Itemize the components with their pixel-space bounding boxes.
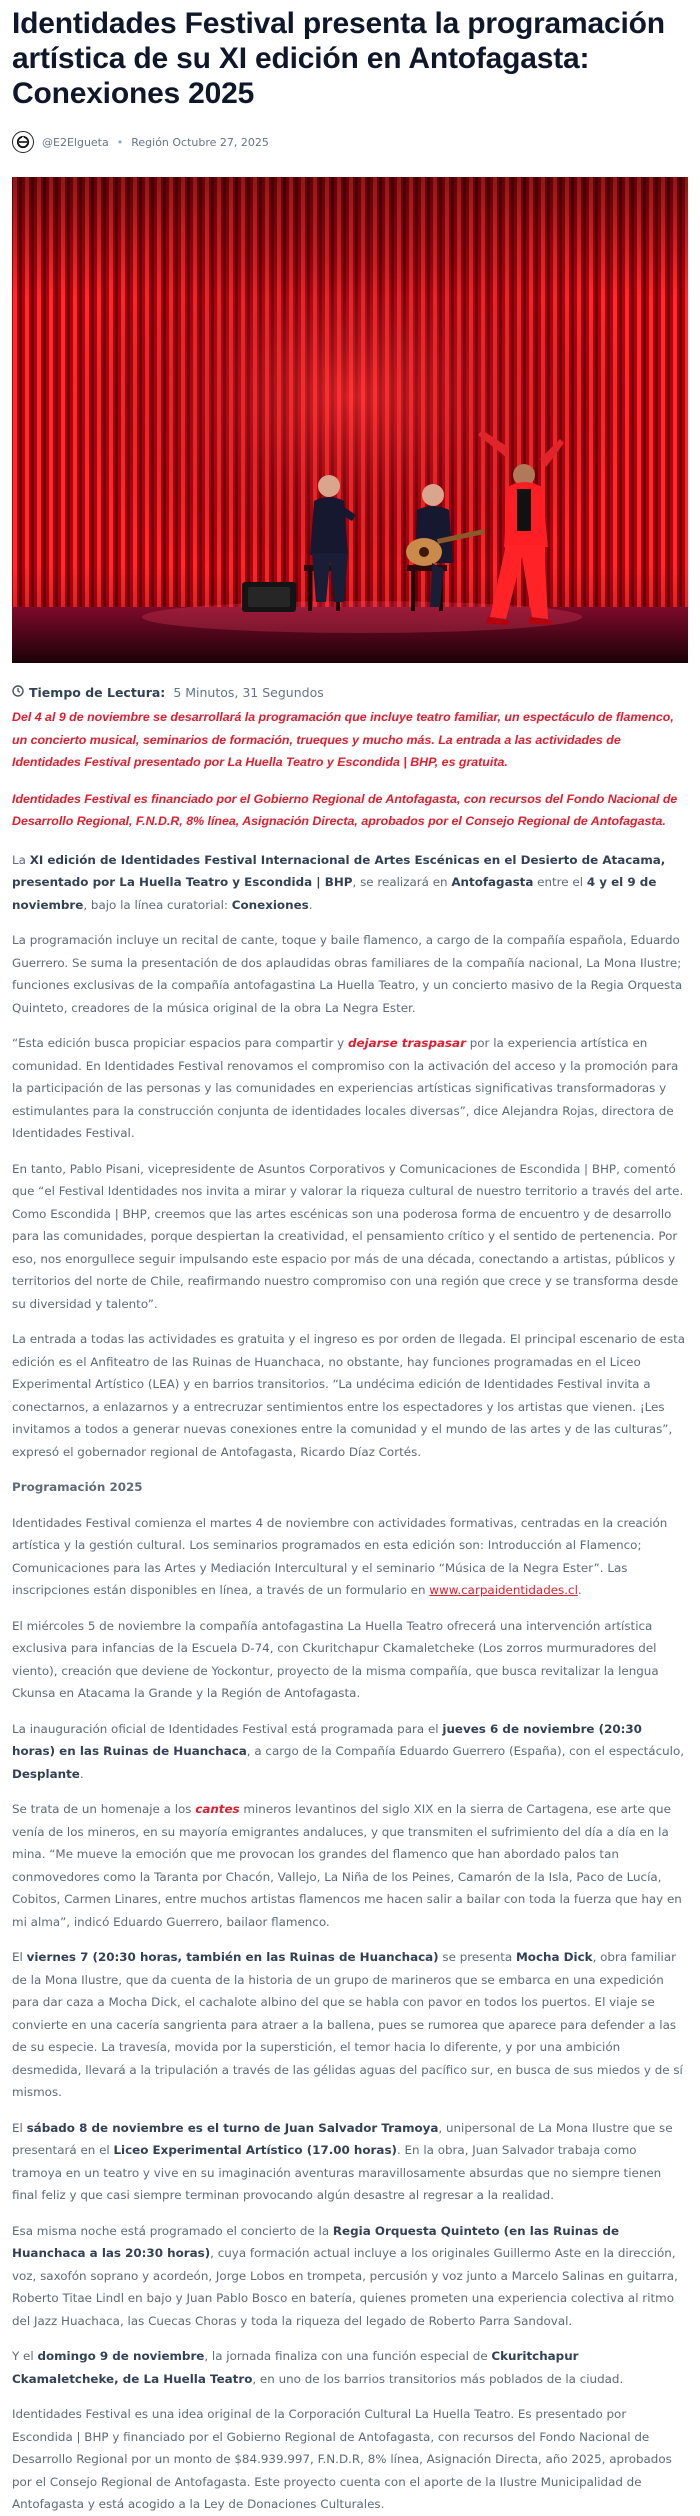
body-paragraph-5: La entrada a todas las actividades es gratuita y el ingreso es por orden de llegada. El principal escenario de esta edición es el Anfiteatro de las Ruinas de Huanchaca, no obstante, hay funciones programadas en el Liceo Experimental Artístico (LEA) y en barrios transitorios. “La undécima edición de Identidades Festival invita a conectarnos, a enlazarnos y a entrecruzar sentimientos entre los espectadores y los artistas que vienen. ¡Les invitamos a todos a generar nuevas conexiones entre la comunidad y el mundo de las artes y de las culturas”, expresó el gobernador regional de Antofagasta, Ricardo Díaz Cortés. xyxy=(12,1332,686,1459)
section-heading: Programación 2025 xyxy=(12,1480,143,1494)
text-run: , en uno de los barrios transitorios más poblados de la ciudad. xyxy=(252,2371,624,2386)
body-paragraph-11 xyxy=(12,2117,688,2207)
reading-time-label: Tiempo de Lectura: xyxy=(29,685,166,700)
text-run: , bajo la línea curatorial: xyxy=(83,897,232,912)
bold-run: domingo 9 de noviembre xyxy=(37,2349,205,2363)
text-run: . xyxy=(79,1766,84,1781)
text-run: Identidades Festival comienza el martes 4 de noviembre con actividades formativas, centradas en la creación artística y la gestión cultural. Los seminarios programados en esta edición son: Introducción al Flamenco; Comunicaciones para las Artes y Mediación Intercultural y el seminario “Música de la Negra Ester”. Las inscripciones están disponibles en línea, a través de un formulario en xyxy=(12,1515,668,1597)
text-run: La inauguración oficial de Identidades Festival está programada para el xyxy=(12,1721,443,1736)
author-link[interactable]: @E2Elgueta xyxy=(42,135,109,149)
text-run: , la jornada finaliza con una función especial de xyxy=(204,2349,492,2363)
bold-run: sábado 8 de noviembre es el turno de Juan Salvador Tramoya xyxy=(26,2120,439,2135)
text-run: Esa misma noche está programado el concierto de la xyxy=(12,2223,333,2238)
bold-run: Desplante xyxy=(12,1766,80,1781)
text-run: Se trata de un homenaje a los xyxy=(12,1802,196,1816)
bold-run: Conexiones xyxy=(231,897,309,912)
body-paragraph-12 xyxy=(12,2220,688,2333)
body-paragraph-4: En tanto, Pablo Pisani, vicepresidente de Asuntos Corporativos y Comunicaciones de Escondida | BHP, comentó que “el Festival Identidades nos invita a mirar y valorar la riqueza cultural de nuestro territorio a través del arte. Como Escondida | BHP, creemos que las artes escénicas son una poderosa forma de encuentro y de desarrollo para las comunidades, porque despiertan la creatividad, el pensamiento crítico y el sentido de pertenencia. Por eso, nos enorgullece seguir impulsando este espacio por más de una década, conectando a artistas, públicos y territorios del norte de Chile, reafirmando nuestro compromiso con una región que crece y se transforma desde su diversidad y talento”. xyxy=(12,1161,684,1311)
text-run: mineros levantinos del siglo XIX en la sierra de Cartagena, ese arte que venía de los mineros, en su mayoría emigrantes andaluces, y que transmiten el sufrimiento del día a día en la mina. “Me mueve la emoción que me provocan los grandes del flamenco que han abordado palos tan conmovedores como la Taranta por Chacón, Vallejo, La Niña de los Peines, Camarón de la Isla, Paco de Lucía, Cobitos, Carmen Linares, entre muchos artistas flamencos me hacen salir a bailar con toda la fuerza que hay en mi alma”, indicó Eduardo Guerrero, bailaor flamenco. xyxy=(12,1802,682,1929)
bold-run: Regia Orquesta Quinteto (en las Ruinas de Huanchaca a las 20:30 horas) xyxy=(12,2223,620,2260)
bold-run: viernes 7 (20:30 horas, también en las Ruinas de Huanchaca) xyxy=(26,1950,439,1964)
reading-time xyxy=(12,685,688,700)
body-paragraph-10 xyxy=(12,1946,688,2104)
body-paragraph-8 xyxy=(12,1718,688,1786)
emphasis-run: dejarse traspasar xyxy=(347,1036,466,1050)
author-logo-icon[interactable] xyxy=(12,131,34,153)
text-run: , cuya formación actual incluye a los originales Guillermo Aste en la dirección, voz, saxofón soprano y acordeón, Jorge Lobos en trompeta, percusión y voz junto a Marcelo Salinas en guitarra, Roberto Titae Lindl en bajo y Juan Pablo Bosco en batería, quienes prometen una experiencia colectiva al ritmo del Jazz Huachaca, las Cuecas Choras y toda la riqueza del legado de Roberto Parra Sandoval. xyxy=(12,2246,678,2328)
body-paragraph-14: Identidades Festival es una idea original de la Corporación Cultural La Huella Teatro. Es presentado por Escondida | BHP y financiado por el Gobierno Regional de Antofagasta, con recursos del Fondo Nacional de Desarrollo Regional por un monto de $84.939.997, F.N.D.R, 8% línea, Asignación Directa, año 2025, aprobados por el Consejo Regional de Antofagasta. Este proyecto cuenta con el aporte de la Ilustre Municipalidad de Antofagasta y está acogido a la Ley de Donaciones Culturales. xyxy=(12,2407,672,2511)
text-run: Y el xyxy=(12,2349,38,2363)
body-paragraph-13 xyxy=(12,2345,688,2390)
reading-time-value: 5 Minutos, 31 Segundos xyxy=(173,685,324,700)
text-run: , se realizará en xyxy=(352,875,452,889)
lead-paragraph-1: Del 4 al 9 de noviembre se desarrollará la programación que incluye teatro familiar, un espectáculo de flamenco, un concierto musical, seminarios de formación, trueques y mucho más. La entrada a las actividades de Identidades Festival presentado por La Huella Teatro y Escondida | BHP, es gratuita. xyxy=(12,710,674,769)
registration-link[interactable]: www.carpaidentidades.cl xyxy=(429,1583,578,1597)
bold-run: Ckuritchapur Ckamaletcheke, de La Huella Teatro xyxy=(12,2349,579,2386)
emphasis-run: cantes xyxy=(195,1802,240,1816)
bold-run: 4 y el 9 de noviembre xyxy=(12,875,657,912)
body-paragraph-6 xyxy=(12,1512,688,1602)
clock-icon xyxy=(12,685,24,700)
article-title: Identidades Festival presenta la programación artística de su XI edición en Antofagasta: Conexiones 2025 xyxy=(12,7,665,110)
text-run: La xyxy=(12,852,30,867)
body-paragraph-3 xyxy=(12,1032,688,1145)
text-run: por la experiencia artística en comunidad. En Identidades Festival renovamos el compromiso con la activación del acceso y la promoción para la participación de las personas y las comunidades en experiencias artísticas significativas transformadoras y estimulantes para la construcción conjunta de identidades locales diversas”, dice Alejandra Rojas, directora de Identidades Festival. xyxy=(12,1036,679,1140)
region-date: Región Octubre 27, 2025 xyxy=(131,135,269,149)
body-paragraph-7: El miércoles 5 de noviembre la compañía antofagastina La Huella Teatro ofrecerá una intervención artística exclusiva para infancias de la Escuela D-74, con Ckuritchapur Ckamaletcheke (Los zorros murmuradores del viento), creación que deviene de Yockontur, proyecto de la misma compañía, que busca revitalizar la lengua Ckunsa en Atacama la Grande y la Región de Antofagasta. xyxy=(12,1618,659,1700)
bold-run: Liceo Experimental Artístico (17.00 horas) xyxy=(113,2143,397,2157)
text-run: entre el xyxy=(533,875,587,889)
article-meta xyxy=(12,131,688,153)
article-body xyxy=(12,849,688,2516)
text-run: El xyxy=(12,1950,27,1964)
meta-separator: • xyxy=(116,135,124,149)
bold-run: jueves 6 de noviembre (20:30 horas) en las Ruinas de Huanchaca xyxy=(12,1721,642,1758)
text-run: . xyxy=(308,897,313,912)
bold-run: Antofagasta xyxy=(451,875,534,889)
hero-image xyxy=(12,177,688,663)
text-run: . xyxy=(577,1583,582,1597)
text-run: , obra familiar de la Mona Ilustre, que da cuenta de la historia de un grupo de marineros que se embarca en una expedición para dar caza a Mocha Dick, el cachalote albino del que se habla con pavor en todos los puertos. El viaje se convierte en una cacería sangrienta para atraer a la ballena, pues se rumorea que aparece para defender a las de su especie. La travesía, movida por la superstición, el temor hacia lo diferente, y por una ambición desmedida, llevará a la tripulación a través de las gélidas aguas del pacífico sur, en busca de sus miedos y de sí mismos. xyxy=(12,1950,683,2099)
text-run: , a cargo de la Compañía Eduardo Guerrero (España), con el espectáculo, xyxy=(246,1744,684,1758)
body-paragraph-2: La programación incluye un recital de cante, toque y baile flamenco, a cargo de la compañía española, Eduardo Guerrero. Se suma la presentación de dos aplaudidas obras familiares de la compañía nacional, La Mona Ilustre; funciones exclusivas de la compañía antofagastina La Huella Teatro, y un concierto masivo de la Regia Orquesta Quinteto, creadores de la música original de la obra La Negra Ester. xyxy=(12,933,683,1015)
text-run: El xyxy=(12,2120,27,2135)
text-run: se presenta xyxy=(438,1950,516,1964)
text-run: “Esta edición busca propiciar espacios para compartir y xyxy=(12,1036,348,1050)
body-paragraph-9 xyxy=(12,1798,688,1933)
text-run: . En la obra, Juan Salvador trabaja como tramoya en un teatro y vive en su imaginación aventuras maravillosamente absurdas que no siempre tienen final feliz y que casi siempre terminan provocando algún desastre al regresar a la realidad. xyxy=(12,2143,662,2202)
bold-run: Mocha Dick xyxy=(515,1950,593,1964)
bold-run: XI edición de Identidades Festival Internacional de Artes Escénicas en el Desierto de Atacama, presentado por La Huella Teatro y Escondida | BHP xyxy=(12,852,666,889)
lead-paragraph-2: Identidades Festival es financiado por el Gobierno Regional de Antofagasta, con recursos del Fondo Nacional de Desarrollo Regional, F.N.D.R, 8% línea, Asignación Directa, aprobados por el Consejo Regional de Antofagasta. xyxy=(12,791,678,828)
body-paragraph-1 xyxy=(12,849,688,917)
text-run: , unipersonal de La Mona Ilustre que se presentará en el xyxy=(12,2120,673,2157)
